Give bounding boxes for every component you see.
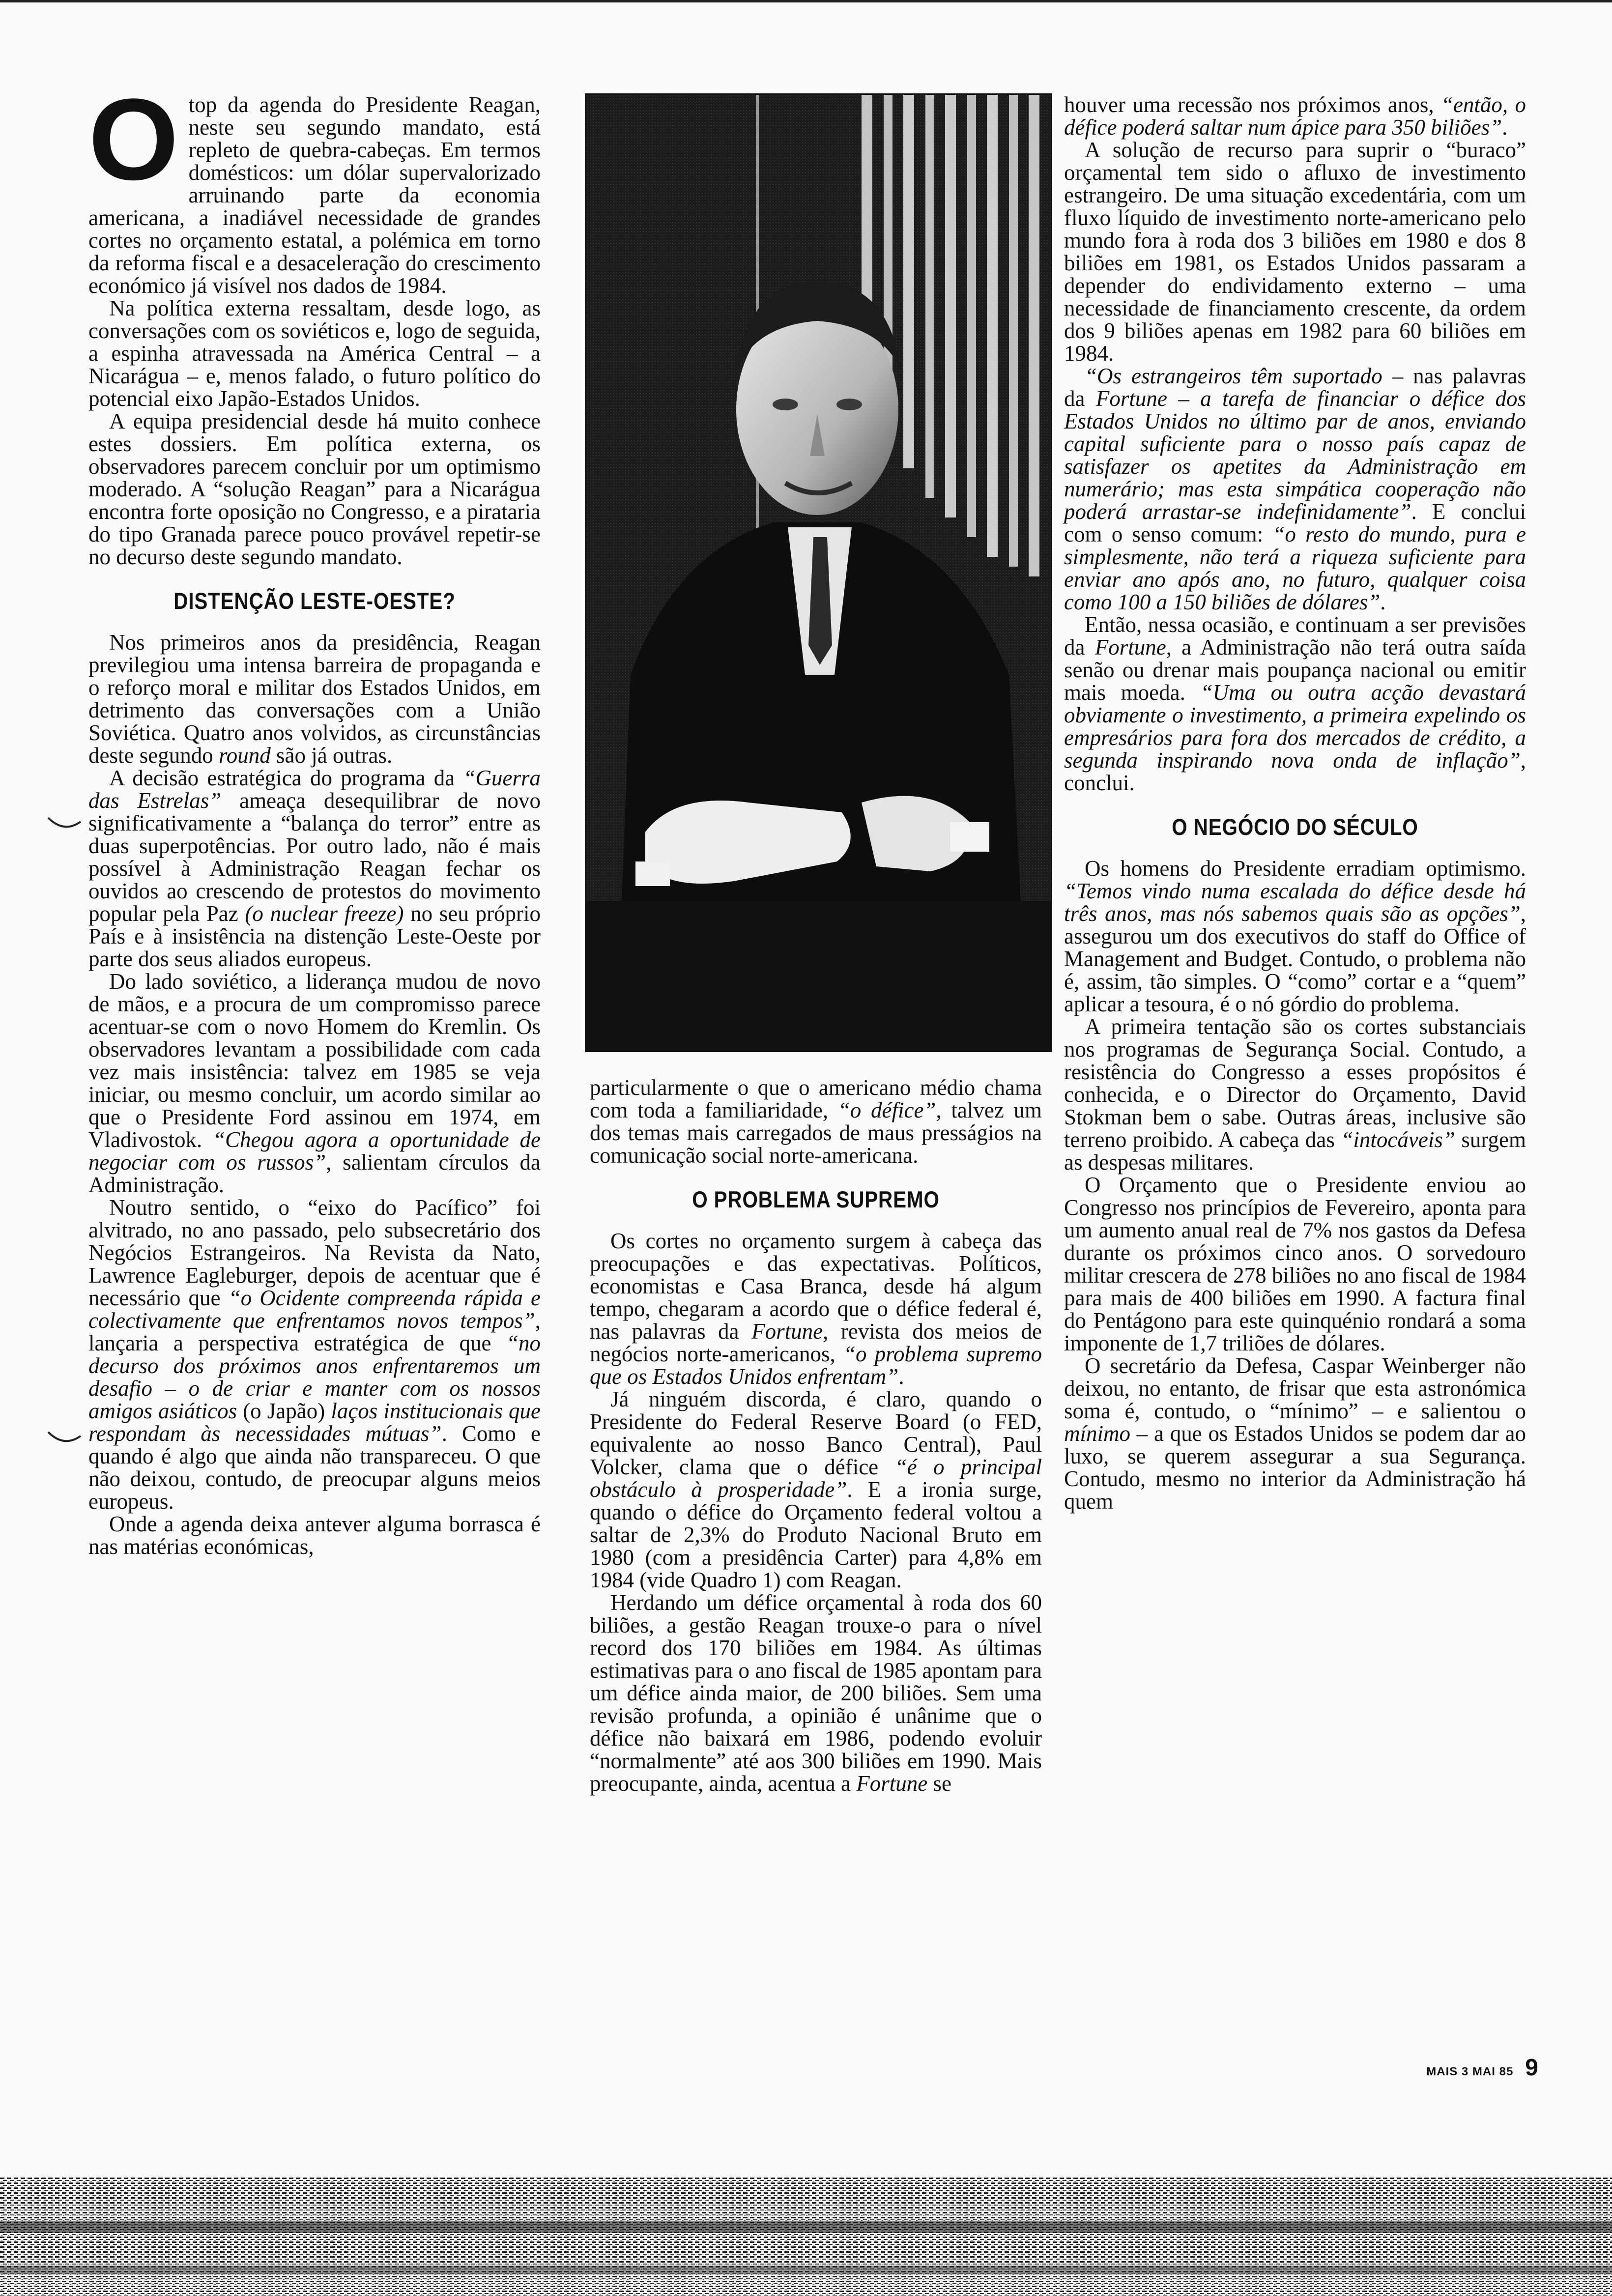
intro-paragraph: Otop da agenda do Presidente Reagan, neste seu segundo mandato, está repleto de quebra-cabeças. Em termos domésticos: um dólar supervalorizado arruinando parte da economia americana, a inadiável necessidade de grandes cortes no orçamento estatal, a polémica em torno da reforma fiscal e a desaceleração do crescimento económico já visível nos dados de 1984. bbox=[88, 75, 541, 298]
reagan-photo bbox=[585, 93, 1052, 1052]
paragraph: O Orçamento que o Presidente enviou ao Congresso nos princípios de Fevereiro, aponta para um aumento anual real de 7% nos gastos da Defesa durante os próximos cinco anos. O sorvedouro militar crescera de 278 biliões no ano fiscal de 1984 para mais de 400 biliões em 1990. A factura final do Pentágono para este quinquénio rondará a soma imponente de 1,7 triliões de dólares. bbox=[1064, 1173, 1526, 1355]
paragraph: A primeira tentação são os cortes substanciais nos programas de Segurança Social. Contudo, a resistência do Congresso a esses propósitos é conhecida, e o Director do Orçamento, David Stokman bem o sabe. Outras áreas, inclusive são terreno proibido. A cabeça das “intocáveis” surgem as despesas militares. bbox=[1064, 1014, 1526, 1175]
scan-noise-band bbox=[0, 2177, 1612, 2296]
top-rule bbox=[0, 0, 1612, 2]
paragraph: Do lado soviético, a liderança mudou de novo de mãos, e a procura de um compromisso parece acentuar-se com o novo Homem do Kremlin. Os observadores levantam a possibilidade com cada vez mais insistência: talvez em 1985 se veja iniciar, ou mesmo concluir, um acordo similar ao que o Presidente Ford assinou em 1974, em Vladivostok. “Chegou agora a oportunidade de negociar com os russos”, salientam círculos da Administração. bbox=[88, 969, 541, 1197]
paragraph: houver uma recessão nos próximos anos, “então, o défice poderá saltar num ápice para 350 biliões”. bbox=[1064, 92, 1526, 140]
paragraph: particularmente o que o americano médio chama com toda a familiaridade, “o défice”, talvez um dos temas mais carregados de maus presságios na comunicação social norte-americana. bbox=[590, 1075, 1042, 1168]
paragraph: Noutro sentido, o “eixo do Pacífico” foi alvitrado, no ano passado, pelo subsecretário dos Negócios Estrangeiros. Na Revista da Nato, Lawrence Eagleburger, depois de acentuar que é necessário que “o Ocidente compreenda rápida e colectivamente que enfrentamos novos tempos”, lançaria a perspectiva estratégica de que “no decurso dos próximos anos enfrentaremos um desafio – o de criar e manter com os nossos amigos asiáticos (o Japão) laços institucionais que respondam às necessidades mútuas”. Como e quando é algo que ainda não transpareceu. O que não deixou, contudo, de preocupar alguns meios europeus. bbox=[88, 1195, 541, 1514]
binder-mark bbox=[44, 1425, 84, 1455]
paragraph: “Os estrangeiros têm suportado – nas palavras da Fortune – a tarefa de financiar o défice dos Estados Unidos no último par de anos, enviando capital suficiente para o nosso país capaz de satisfazer os apetites da Administração em numerário; mas esta simpática cooperação não poderá arrastar-se indefinidamente”. E conclui com o senso comum: “o resto do mundo, pura e simplesmente, não terá a riqueza suficiente para enviar ano após ano, no futuro, qualquer coisa como 100 a 150 biliões de dólares”. bbox=[1064, 364, 1526, 614]
article-column-3 bbox=[1064, 93, 1526, 1513]
paragraph: Na política externa ressaltam, desde logo, as conversações com os soviéticos e, logo de seguida, a espinha atravessada na América Central – a Nicarágua – e, menos falado, o futuro político do potencial eixo Japão-Estados Unidos. bbox=[88, 296, 541, 411]
binder-mark bbox=[44, 811, 84, 840]
article-column-2 bbox=[590, 1076, 1042, 1795]
paragraph: Os cortes no orçamento surgem à cabeça das preocupações e das expectativas. Políticos, economistas e Casa Branca, desde há algum tempo, chegaram a acordo que o défice federal é, nas palavras da Fortune, revista dos meios de negócios norte-americanos, “o problema supremo que os Estados Unidos enfrentam”. bbox=[590, 1229, 1042, 1389]
paragraph: A solução de recurso para suprir o “buraco” orçamental tem sido o afluxo de investimento estrangeiro. De uma situação excedentária, com um fluxo líquido de investimento norte-americano pelo mundo fora à roda dos 3 biliões em 1980 e dos 8 biliões em 1981, os Estados Unidos passaram a depender do endividamento externo – uma necessidade de financiamento crescente, da ordem dos 9 biliões apenas em 1982 para 60 biliões em 1984. bbox=[1064, 138, 1526, 366]
issue-label: MAIS 3 MAI 85 bbox=[1426, 2065, 1514, 2078]
drop-cap: O bbox=[88, 75, 179, 204]
section-heading-negocio: O NEGÓCIO DO SÉCULO bbox=[1172, 814, 1418, 840]
paragraph: A decisão estratégica do programa da “Guerra das Estrelas” ameaça desequilibrar de novo significativamente a “balança do terror” entre as duas superpotências. Por outro lado, não é mais possível à Administração Reagan fechar os ouvidos ao crescendo de protestos do movimento popular pela Paz (o nuclear freeze) no seu próprio País e à insistência na distenção Leste-Oeste por parte dos seus aliados europeus. bbox=[88, 766, 541, 971]
paragraph: Então, nessa ocasião, e continuam a ser previsões da Fortune, a Administração não terá outra saída senão ou drenar mais poupança nacional ou emitir mais moeda. “Uma ou outra acção devastará obviamente o investimento, a primeira expelindo os empresários para fora dos mercados de crédito, a segunda inspirando nova onda de inflação”, conclui. bbox=[1064, 612, 1526, 795]
portrait-illustration bbox=[586, 95, 1051, 1051]
paragraph: Herdando um défice orçamental à roda dos 60 biliões, a gestão Reagan trouxe-o para o nível record dos 170 biliões em 1984. As últimas estimativas para o ano fiscal de 1985 apontam para um défice ainda maior, de 200 biliões. Sem uma revisão profunda, a opinião é unânime que o défice não baixará em 1986, podendo evoluir “normalmente” até aos 300 biliões em 1990. Mais preocupante, ainda, acentua a Fortune se bbox=[590, 1590, 1042, 1796]
paragraph: O secretário da Defesa, Caspar Weinberger não deixou, no entanto, de frisar que esta astronómica soma é, contudo, o “mínimo” – e salientou o mínimo – a que os Estados Unidos se podem dar ao luxo, se querem assegurar a sua Segurança. Contudo, mesmo no interior da Administração há quem bbox=[1064, 1353, 1526, 1514]
paragraph: Já ninguém discorda, é claro, quando o Presidente do Federal Reserve Board (o FED, equivalente ao nosso Banco Central), Paul Volcker, clama que o défice “é o principal obstáculo à prosperidade”. E a ironia surge, quando o défice do Orçamento federal voltou a saltar de 2,3% do Produto Nacional Bruto em 1980 (com a presidência Carter) para 4,8% em 1984 (vide Quadro 1) com Reagan. bbox=[590, 1387, 1042, 1592]
paragraph: Os homens do Presidente erradiam optimismo. “Temos vindo numa escalada do défice desde há três anos, mas nós sabemos quais são as opções”, assegurou um dos executivos do staff do Office of Management and Budget. Contudo, o problema não é, assim, tão simples. O “como” cortar e a “quem” aplicar a tesoura, é o nó górdio do problema. bbox=[1064, 856, 1526, 1016]
section-heading-problema: O PROBLEMA SUPREMO bbox=[692, 1186, 940, 1212]
paragraph: A equipa presidencial desde há muito conhece estes dossiers. Em política externa, os observadores parecem concluir por um optimismo moderado. A “solução Reagan” para a Nicarágua encontra forte oposição no Congresso, e a pirataria do tipo Granada parece pouco provável repetir-se no decurso deste segundo mandato. bbox=[88, 409, 541, 569]
page-number: 9 bbox=[1525, 2055, 1538, 2081]
paragraph: Onde a agenda deixa antever alguma borrasca é nas matérias económicas, bbox=[88, 1512, 541, 1559]
page-folio bbox=[1426, 2054, 1538, 2081]
section-heading-distencao: DISTENÇÃO LESTE-OESTE? bbox=[173, 588, 456, 614]
paragraph: Nos primeiros anos da presidência, Reagan previlegiou uma intensa barreira de propaganda e o reforço moral e militar dos Estados Unidos, em detrimento das conversações com a União Soviética. Quatro anos volvidos, as circunstâncias deste segundo round são já outras. bbox=[88, 630, 541, 768]
article-column-1 bbox=[88, 75, 541, 1559]
